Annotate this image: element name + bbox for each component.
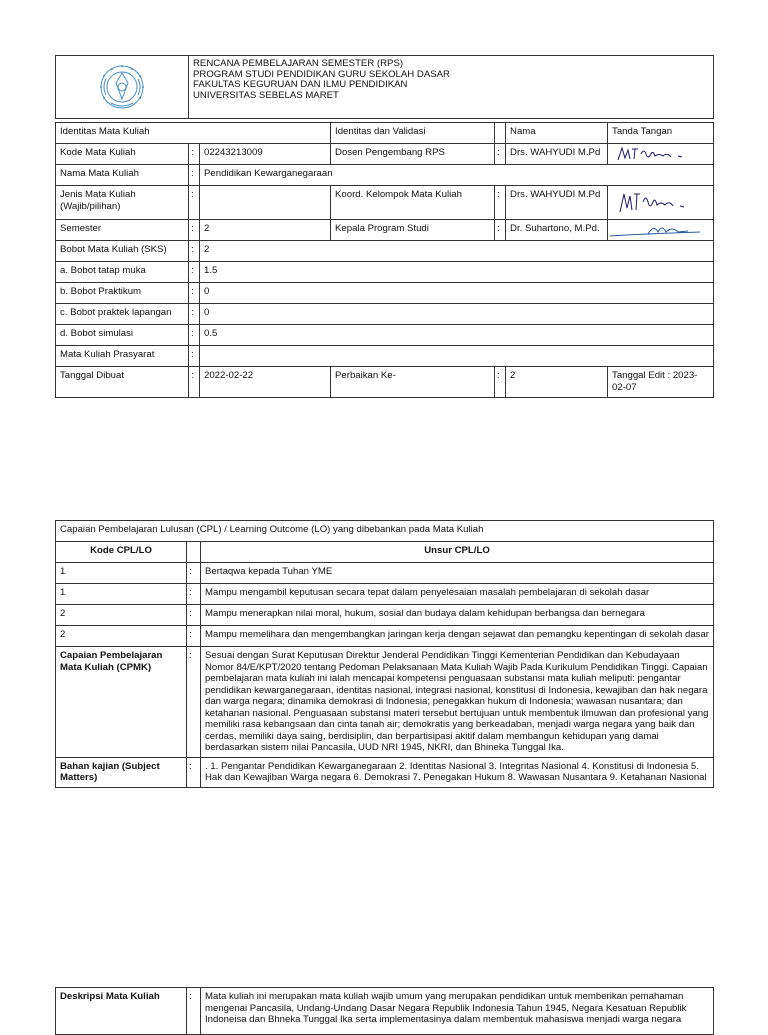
colon: :	[187, 757, 201, 787]
row-label: b. Bobot Praktikum	[56, 283, 189, 304]
dosen-role: Dosen Pengembang RPS	[331, 144, 495, 165]
row-label: c. Bobot praktek lapangan	[56, 304, 189, 325]
row-label: Kode Mata Kuliah	[56, 144, 189, 165]
perbaikan-label: Perbaikan Ke-	[331, 367, 495, 398]
logo-cell	[56, 56, 189, 119]
row-label: d. Bobot simulasi	[56, 325, 189, 346]
semester-value: 2	[200, 220, 331, 241]
signature-image	[608, 220, 708, 240]
colon: :	[189, 144, 200, 165]
colon: :	[495, 144, 506, 165]
colon: :	[189, 186, 200, 220]
table-row	[56, 220, 714, 241]
header-unsur-cpl: Unsur CPL/LO	[201, 542, 714, 563]
table-row	[56, 563, 714, 584]
table-row	[56, 626, 714, 647]
table-row	[56, 757, 714, 787]
rps-header	[55, 55, 714, 119]
header-identitas-validasi: Identitas dan Validasi	[331, 123, 495, 144]
table-row	[56, 584, 714, 605]
nama-mk-value: Pendidikan Kewarganegaraan	[200, 165, 714, 186]
cpl-unsur: Mampu menerapkan nilai moral, hukum, sosial dan budaya dalam kehidupan berbangsa dan bernegara	[201, 605, 714, 626]
deskripsi-table	[55, 987, 714, 1035]
empty-cell	[187, 542, 201, 563]
signature-cell	[608, 220, 714, 241]
kaprodi-name: Dr. Suhartono, M.Pd.	[506, 220, 608, 241]
cpl-kode: 1	[56, 584, 187, 605]
header-tanda-tangan: Tanda Tangan	[608, 123, 714, 144]
colon: :	[189, 325, 200, 346]
cpl-kode: 1	[56, 563, 187, 584]
header-nama: Nama	[506, 123, 608, 144]
deskripsi-text: Mata kuliah ini merupakan mata kuliah wajib umum yang merupakan pendidikan untuk memberikan pemahaman mengenai Pancasila, Undang-Undang Dasar Negara Republik Indonesia Tahun 1945, Negara Kesatuan Republik Indoneisa dan Bhneka Tunggal Ika serta implementasinya dalam membentuk mahasiswa menjadi warga negara	[201, 988, 714, 1035]
colon: :	[189, 346, 200, 367]
colon: :	[187, 647, 201, 758]
signature-cell	[608, 186, 714, 220]
table-row	[56, 144, 714, 165]
dosen-name: Drs. WAHYUDI M.Pd	[506, 144, 608, 165]
table-row	[56, 262, 714, 283]
university-seal-icon	[56, 59, 189, 114]
cpl-title: Capaian Pembelajaran Lulusan (CPL) / Learning Outcome (LO) yang dibebankan pada Mata Kuliah	[56, 521, 714, 542]
deskripsi-label: Deskripsi Mata Kuliah	[56, 988, 187, 1035]
signature-image	[608, 144, 708, 164]
empty-cell	[495, 123, 506, 144]
colon: :	[187, 584, 201, 605]
row-label: Jenis Mata Kuliah (Wajib/pilihan)	[56, 186, 189, 220]
tanggal-dibuat-value: 2022-02-22	[200, 367, 331, 398]
identity-table	[55, 122, 714, 398]
colon: :	[189, 283, 200, 304]
koord-name: Drs. WAHYUDI M.Pd	[506, 186, 608, 220]
colon: :	[189, 304, 200, 325]
bobot-value: 2	[200, 241, 714, 262]
cpmk-label: Capaian Pembelajaran Mata Kuliah (CPMK)	[56, 647, 187, 758]
table-row	[56, 186, 714, 220]
table-row	[56, 123, 714, 144]
row-label: Mata Kuliah Prasyarat	[56, 346, 189, 367]
cpl-unsur: Mampu memelihara dan mengembangkan jaringan kerja dengan sejawat dan pemangku kepentingan di sekolah dasar	[201, 626, 714, 647]
prasyarat-value	[200, 346, 714, 367]
colon: :	[189, 220, 200, 241]
row-label: Tanggal Dibuat	[56, 367, 189, 398]
table-row	[56, 304, 714, 325]
faculty-name: FAKULTAS KEGURUAN DAN ILMU PENDIDIKAN	[193, 79, 408, 91]
colon: :	[187, 626, 201, 647]
table-row	[56, 542, 714, 563]
colon: :	[187, 988, 201, 1035]
header-kode-cpl: Kode CPL/LO	[56, 542, 187, 563]
bahan-kajian-label: Bahan kajian (Subject Matters)	[56, 757, 187, 787]
cpmk-text: Sesuai dengan Surat Keputusan Direktur Jenderal Pendidikan Tinggi Kementerian Pendidikan dan Kebudayaan Nomor 84/E/KPT/2020 tentang Pedoman Pelaksanaan Mata Kuliah Wajib Pada Kurikulum Pendidikan Tinggi. Capaian pembelajaran mata kuliah ini ialah mencapai kompetensi penguasaan substansi mata kuliah meliputi: pengantar pendidikan kewarganegaraan, identitas nasional, integrasi nasional, konstitusi di Indonesia, kewajiban dan hak negara dan warga negara; dinamika demokrasi di Indonesia; penegakkan hukum di Indonesia; wawasan nusantara; dan ketahanan nasional. Penguasaan substansi materi tersebut bertujuan untuk membentuk ilmuwan dan profesional yang memiliki rasa kebangsaan dan cinta tanah air; demokratis yang berkeadaban, menjadi warga negara yang baik dan cerdas, memiliki daya saing, berdisiplin, dan berpartisipasi akitif dalam membangun kehidupan yang damai berdasarkan sistem nilai Pancasila, UUD NRI 1945, NKRI, dan Bhineka Tunggal Ika.	[201, 647, 714, 758]
table-row	[56, 367, 714, 398]
cpl-table	[55, 520, 714, 788]
perbaikan-value: 2	[506, 367, 608, 398]
row-label: Semester	[56, 220, 189, 241]
signature-cell	[608, 144, 714, 165]
colon: :	[187, 563, 201, 584]
kode-mk-value: 02243213009	[200, 144, 331, 165]
row-label: Bobot Mata Kuliah (SKS)	[56, 241, 189, 262]
praktikum-value: 0	[200, 283, 714, 304]
table-row	[56, 647, 714, 758]
koord-role: Koord. Kelompok Mata Kuliah	[331, 186, 495, 220]
document-title: RENCANA PEMBELAJARAN SEMESTER (RPS)	[193, 58, 404, 69]
university-name: UNIVERSITAS SEBELAS MARET	[193, 89, 339, 101]
cpl-unsur: Bertaqwa kepada Tuhan YME	[201, 563, 714, 584]
table-row	[56, 241, 714, 262]
colon: :	[189, 165, 200, 186]
program-name: PROGRAM STUDI PENDIDIKAN GURU SEKOLAH DASAR	[193, 68, 450, 80]
colon: :	[187, 605, 201, 626]
table-row	[56, 988, 714, 1035]
colon: :	[189, 262, 200, 283]
signature-image	[608, 186, 708, 218]
row-label: Nama Mata Kuliah	[56, 165, 189, 186]
row-label: a. Bobot tatap muka	[56, 262, 189, 283]
tatap-muka-value: 1.5	[200, 262, 714, 283]
jenis-mk-value	[200, 186, 331, 220]
bahan-kajian-text: . 1. Pengantar Pendidikan Kewarganegaraan 2. Identitas Nasional 3. Integritas Nasional 4. Konstitusi di Indonesia 5. Hak dan Kewajiban Warga negara 6. Demokrasi 7. Penegakan Hukum 8. Wawasan Nusantara 9. Ketahanan Nasional	[201, 757, 714, 787]
table-row	[56, 346, 714, 367]
simulasi-value: 0.5	[200, 325, 714, 346]
header-title-block	[189, 56, 714, 119]
cpl-kode: 2	[56, 626, 187, 647]
table-row	[56, 165, 714, 186]
cpl-unsur: Mampu mengambil keputusan secara tepat dalam penyelesaian masalah pembelajaran di sekolah dasar	[201, 584, 714, 605]
kaprodi-role: Kepala Program Studi	[331, 220, 495, 241]
cpl-kode: 2	[56, 605, 187, 626]
colon: :	[495, 186, 506, 220]
colon: :	[495, 220, 506, 241]
colon: :	[495, 367, 506, 398]
colon: :	[189, 241, 200, 262]
praktek-value: 0	[200, 304, 714, 325]
tanggal-edit: Tanggal Edit : 2023-02-07	[608, 367, 714, 398]
colon: :	[189, 367, 200, 398]
table-row	[56, 283, 714, 304]
table-row	[56, 605, 714, 626]
header-identitas-mk: Identitas Mata Kuliah	[56, 123, 331, 144]
table-row	[56, 521, 714, 542]
table-row	[56, 325, 714, 346]
